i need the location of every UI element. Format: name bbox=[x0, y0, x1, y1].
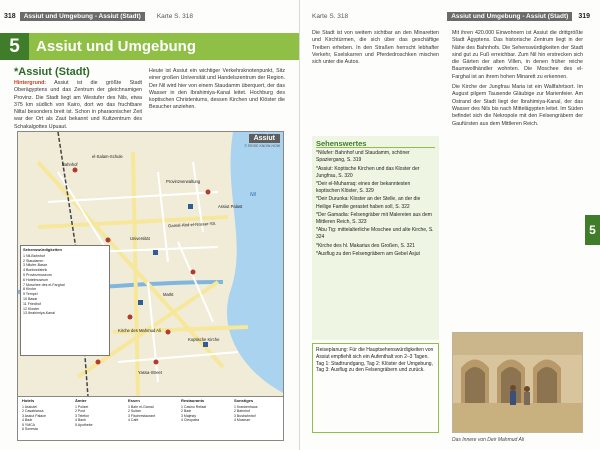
legend-item: 6 Hotelmuseum bbox=[23, 277, 49, 282]
page-number-right: 319 bbox=[578, 12, 590, 20]
map-legend-box bbox=[20, 245, 110, 356]
legend-item: 5 Provinzmuseum bbox=[23, 272, 52, 277]
legend-item: 10 Basar bbox=[23, 296, 38, 301]
legend-title: Sehenswürdigkeiten bbox=[23, 247, 62, 252]
infobox-item: *Deir Durunka: Kloster an der Stelle, an der die Heilige Familie gerastet haben soll, S. 322 bbox=[316, 196, 421, 210]
chapter-side-tab: 5 bbox=[585, 215, 600, 245]
key-item: 1 Krankenhaus bbox=[234, 404, 258, 409]
key-col-head: Restaurants bbox=[181, 398, 205, 403]
infobox-title: Sehenswertes bbox=[316, 140, 435, 148]
label-markt: Markt bbox=[163, 292, 174, 297]
legend-item: 3 Nilufer-Basar bbox=[23, 263, 47, 268]
label-universitaet: Universität bbox=[130, 236, 150, 241]
key-col-head: Ämter bbox=[75, 398, 87, 403]
travel-tip-box: Reiseplanung: Für die Hauptsehenswürdigkeiten von Assiut empfiehlt sich ein Aufenthalt von 2–3 Tagen. Tag 1: Stadtrundgang, Tag 2: Klöster der Umgebung, Tag 3: Ausflug zu den Felsengräbern und zurück. bbox=[312, 343, 439, 433]
chapter-banner bbox=[0, 33, 300, 60]
running-header-right bbox=[312, 9, 594, 23]
running-extra-left: Karte S. 318 bbox=[156, 12, 193, 20]
key-col-essen bbox=[128, 399, 175, 438]
left-column-1-text: Assiut ist die größte Stadt Oberägyptens und das Zentrum der gleichnamigen Provinz. Die Stadt liegt am Westufer des Nils, etwa 375 km südlich von Kairo, dort wo das fruchtbare Niltal besonders breit ist. Schon in pharaonischer Zeit war der Ort als Zaut bekannt und Kultzentrum des Schakalgottes Upuaut. bbox=[14, 80, 142, 130]
right-column-2 bbox=[452, 30, 583, 128]
left-column-2: Heute ist Assiut ein wichtiger Verkehrsknotenpunkt, Sitz einer großen Universität und Handelszentrum der Region. Der Nil wird hier von einem Staudamm überquert, der das Wasser in den Ibrahimiya-Kanal leitet. Hochburg des koptischen Christentums, dessen Kirchen und Klöster die Besucher anziehen. bbox=[149, 68, 285, 111]
key-item: 1 Bahr el-Gamal bbox=[128, 404, 154, 409]
key-col-head: Sonstiges bbox=[234, 398, 254, 403]
right-page bbox=[300, 0, 600, 450]
key-item: 2 Casablanca bbox=[22, 409, 44, 413]
key-item: 4 Badr bbox=[22, 418, 33, 422]
key-col-restaurants bbox=[181, 399, 228, 438]
running-title-left: Assiut und Umgebung - Assiut (Stadt) bbox=[20, 12, 145, 21]
key-item: 4 Cleopatra bbox=[181, 418, 200, 422]
key-col-head: Essen bbox=[128, 398, 140, 403]
key-item: 1 Polizei bbox=[75, 404, 89, 409]
key-item: 4 Museum bbox=[234, 418, 251, 422]
infobox-item: *Kirche des hl. Makarius des Großen, S. 321 bbox=[316, 242, 415, 249]
infobox-item: *Nilufer: Bahnhof und Staudamm, schöner Spaziergang, S. 319 bbox=[316, 150, 410, 164]
running-title-group bbox=[447, 12, 594, 21]
legend-item: 8 Kirche bbox=[23, 287, 37, 292]
map-title: Assiut bbox=[249, 134, 280, 143]
running-extra-right: Karte S. 318 bbox=[312, 12, 349, 20]
infobox-item: *Assiut: Koptische Kirchen und das Kloster der Jungfrau, S. 320 bbox=[316, 165, 420, 179]
key-item: 3 Assiut Palace bbox=[22, 413, 46, 418]
page-number-left: 318 bbox=[4, 12, 16, 20]
key-item: 5 Apotheke bbox=[75, 422, 93, 427]
legend-item: 12 Kloster bbox=[23, 306, 40, 311]
right-column-1-top: Die Stadt ist von weitem sichtbar an den Minaretten und Kirchtürmen, die sich über das geschäftige Treiben erheben. In den Straßen herrscht lebhafter Verkehr, Eselskarren und Pferdedroschken mischen sich unter die Autos. bbox=[312, 30, 439, 66]
key-col-aemter bbox=[75, 399, 122, 438]
sights-infobox bbox=[312, 136, 439, 340]
section-title: *Assiut (Stadt) bbox=[14, 66, 90, 78]
key-item: 4 Café bbox=[128, 418, 139, 422]
key-item: 2 Sultan bbox=[128, 409, 141, 413]
chapter-number: 5 bbox=[0, 33, 29, 60]
lead-word: Hintergrund: bbox=[14, 80, 47, 86]
right-column-2-para-2: Die Kirche der Jungfrau Maria ist ein Wallfahrtsort. Im August pilgern Tausende Gläubige zur Marienfeier. Am Ostrand der Stadt liegt der Ibrahimiya-Kanal, der das Wasser des Nils bis nach Mittelägypten leitet. Im Süden befindet sich die Nekropole mit den Felsengräbern der Gaufürsten aus dem Mittleren Reich. bbox=[452, 84, 583, 127]
map-key-grid bbox=[18, 396, 284, 440]
label-nil: Nil bbox=[250, 192, 256, 198]
label-bahnhof: Bahnhof bbox=[62, 162, 78, 167]
legend-item: 1 Nil-Bahnhof bbox=[23, 253, 45, 258]
label-koptische-kirche: Koptische Kirche bbox=[188, 337, 220, 342]
key-col-hotels bbox=[22, 399, 69, 438]
right-column-2-para-1: Mit ihren 420.000 Einwohnern ist Assiut die drittgrößte Stadt Ägyptens. Das historische Zentrum liegt in der Nähe des Bahnhofs. Die Sehenswürdigkeiten der Stadt sind gut zu Fuß erreichbar. Zum Nil hin erstrecken sich die Gärten der alten Villen, in denen früher reiche Baumwollhändler wohnten. Die Moschee des el-Farghal ist an ihrem hohen Minarett zu erkennen. bbox=[452, 30, 583, 80]
key-item: 1 Casino Refaat bbox=[181, 404, 207, 409]
label-mahmud-ali-kirche: Kirche des Mahmud Ali bbox=[118, 328, 161, 333]
label-gamal-abd-el-nasser: Gamal-Abd-el-Nasser-Str. bbox=[167, 220, 217, 229]
legend-item: 4 Bonbonfabrik bbox=[23, 268, 48, 273]
key-item: 3 Telefon bbox=[75, 413, 90, 418]
photo-caption: Das Innere von Deir Mahmud Ali bbox=[452, 437, 525, 443]
chapter-title: Assiut und Umgebung bbox=[36, 38, 196, 55]
label-assiut-palast: Assiut Palast bbox=[218, 204, 243, 209]
city-map bbox=[17, 131, 284, 441]
key-item: 4 Bank bbox=[75, 418, 86, 422]
map-credit: © REISE KNOW-HOW bbox=[244, 144, 280, 148]
key-item: 2 Post bbox=[75, 409, 85, 413]
ruins-photo bbox=[452, 332, 583, 433]
key-item: 3 Busbahnhof bbox=[234, 413, 256, 418]
key-item: 1 Assiutel bbox=[22, 404, 37, 409]
running-title-right: Assiut und Umgebung - Assiut (Stadt) bbox=[447, 12, 572, 21]
infobox-item: *Ausflug zu den Felsengräbern am Gebel Asjut bbox=[316, 250, 420, 257]
infobox-item: *Der Gamadia: Felsengräber mit Malereien aus dem Mittleren Reich, S. 323 bbox=[316, 211, 432, 226]
infobox-item: *Abu Tig: mittelalterliche Moschee und alte Kirche, S. 324 bbox=[316, 227, 434, 241]
key-col-sonstiges bbox=[234, 399, 281, 438]
label-provinzverwaltung: Provinzverwaltung bbox=[166, 179, 201, 184]
key-col-head: Hotels bbox=[22, 398, 35, 403]
nile-river bbox=[227, 132, 284, 394]
photo-graphic bbox=[453, 333, 583, 433]
legend-item: 2 Staudamm bbox=[23, 258, 44, 263]
infobox-item: *Deir el-Muharraq: eines der bekanntesten koptischen Klöster, S. 329 bbox=[316, 181, 411, 195]
key-item: 2 Badr bbox=[181, 409, 192, 413]
key-item: 2 Bahnhof bbox=[234, 409, 250, 413]
label-salam-schule: el-Salam-Schule bbox=[92, 154, 123, 159]
legend-item: 11 Friedhof bbox=[23, 301, 41, 306]
left-column-1 bbox=[14, 80, 142, 131]
legend-item: 13 Ibrahimiya-Kanal bbox=[23, 311, 55, 316]
label-yassa-street: Yassa-Street bbox=[138, 370, 162, 375]
legend-item: 7 Moschee des el-Farghal bbox=[23, 282, 65, 287]
running-header-left bbox=[4, 9, 294, 23]
key-item: 6 Sonesta bbox=[22, 427, 38, 431]
key-item: 3 Fischrestaurant bbox=[128, 413, 156, 418]
key-item: 3 Majesty bbox=[181, 413, 196, 418]
legend-item: 9 Tempel bbox=[23, 292, 38, 297]
key-item: 5 YMCA bbox=[22, 422, 35, 427]
